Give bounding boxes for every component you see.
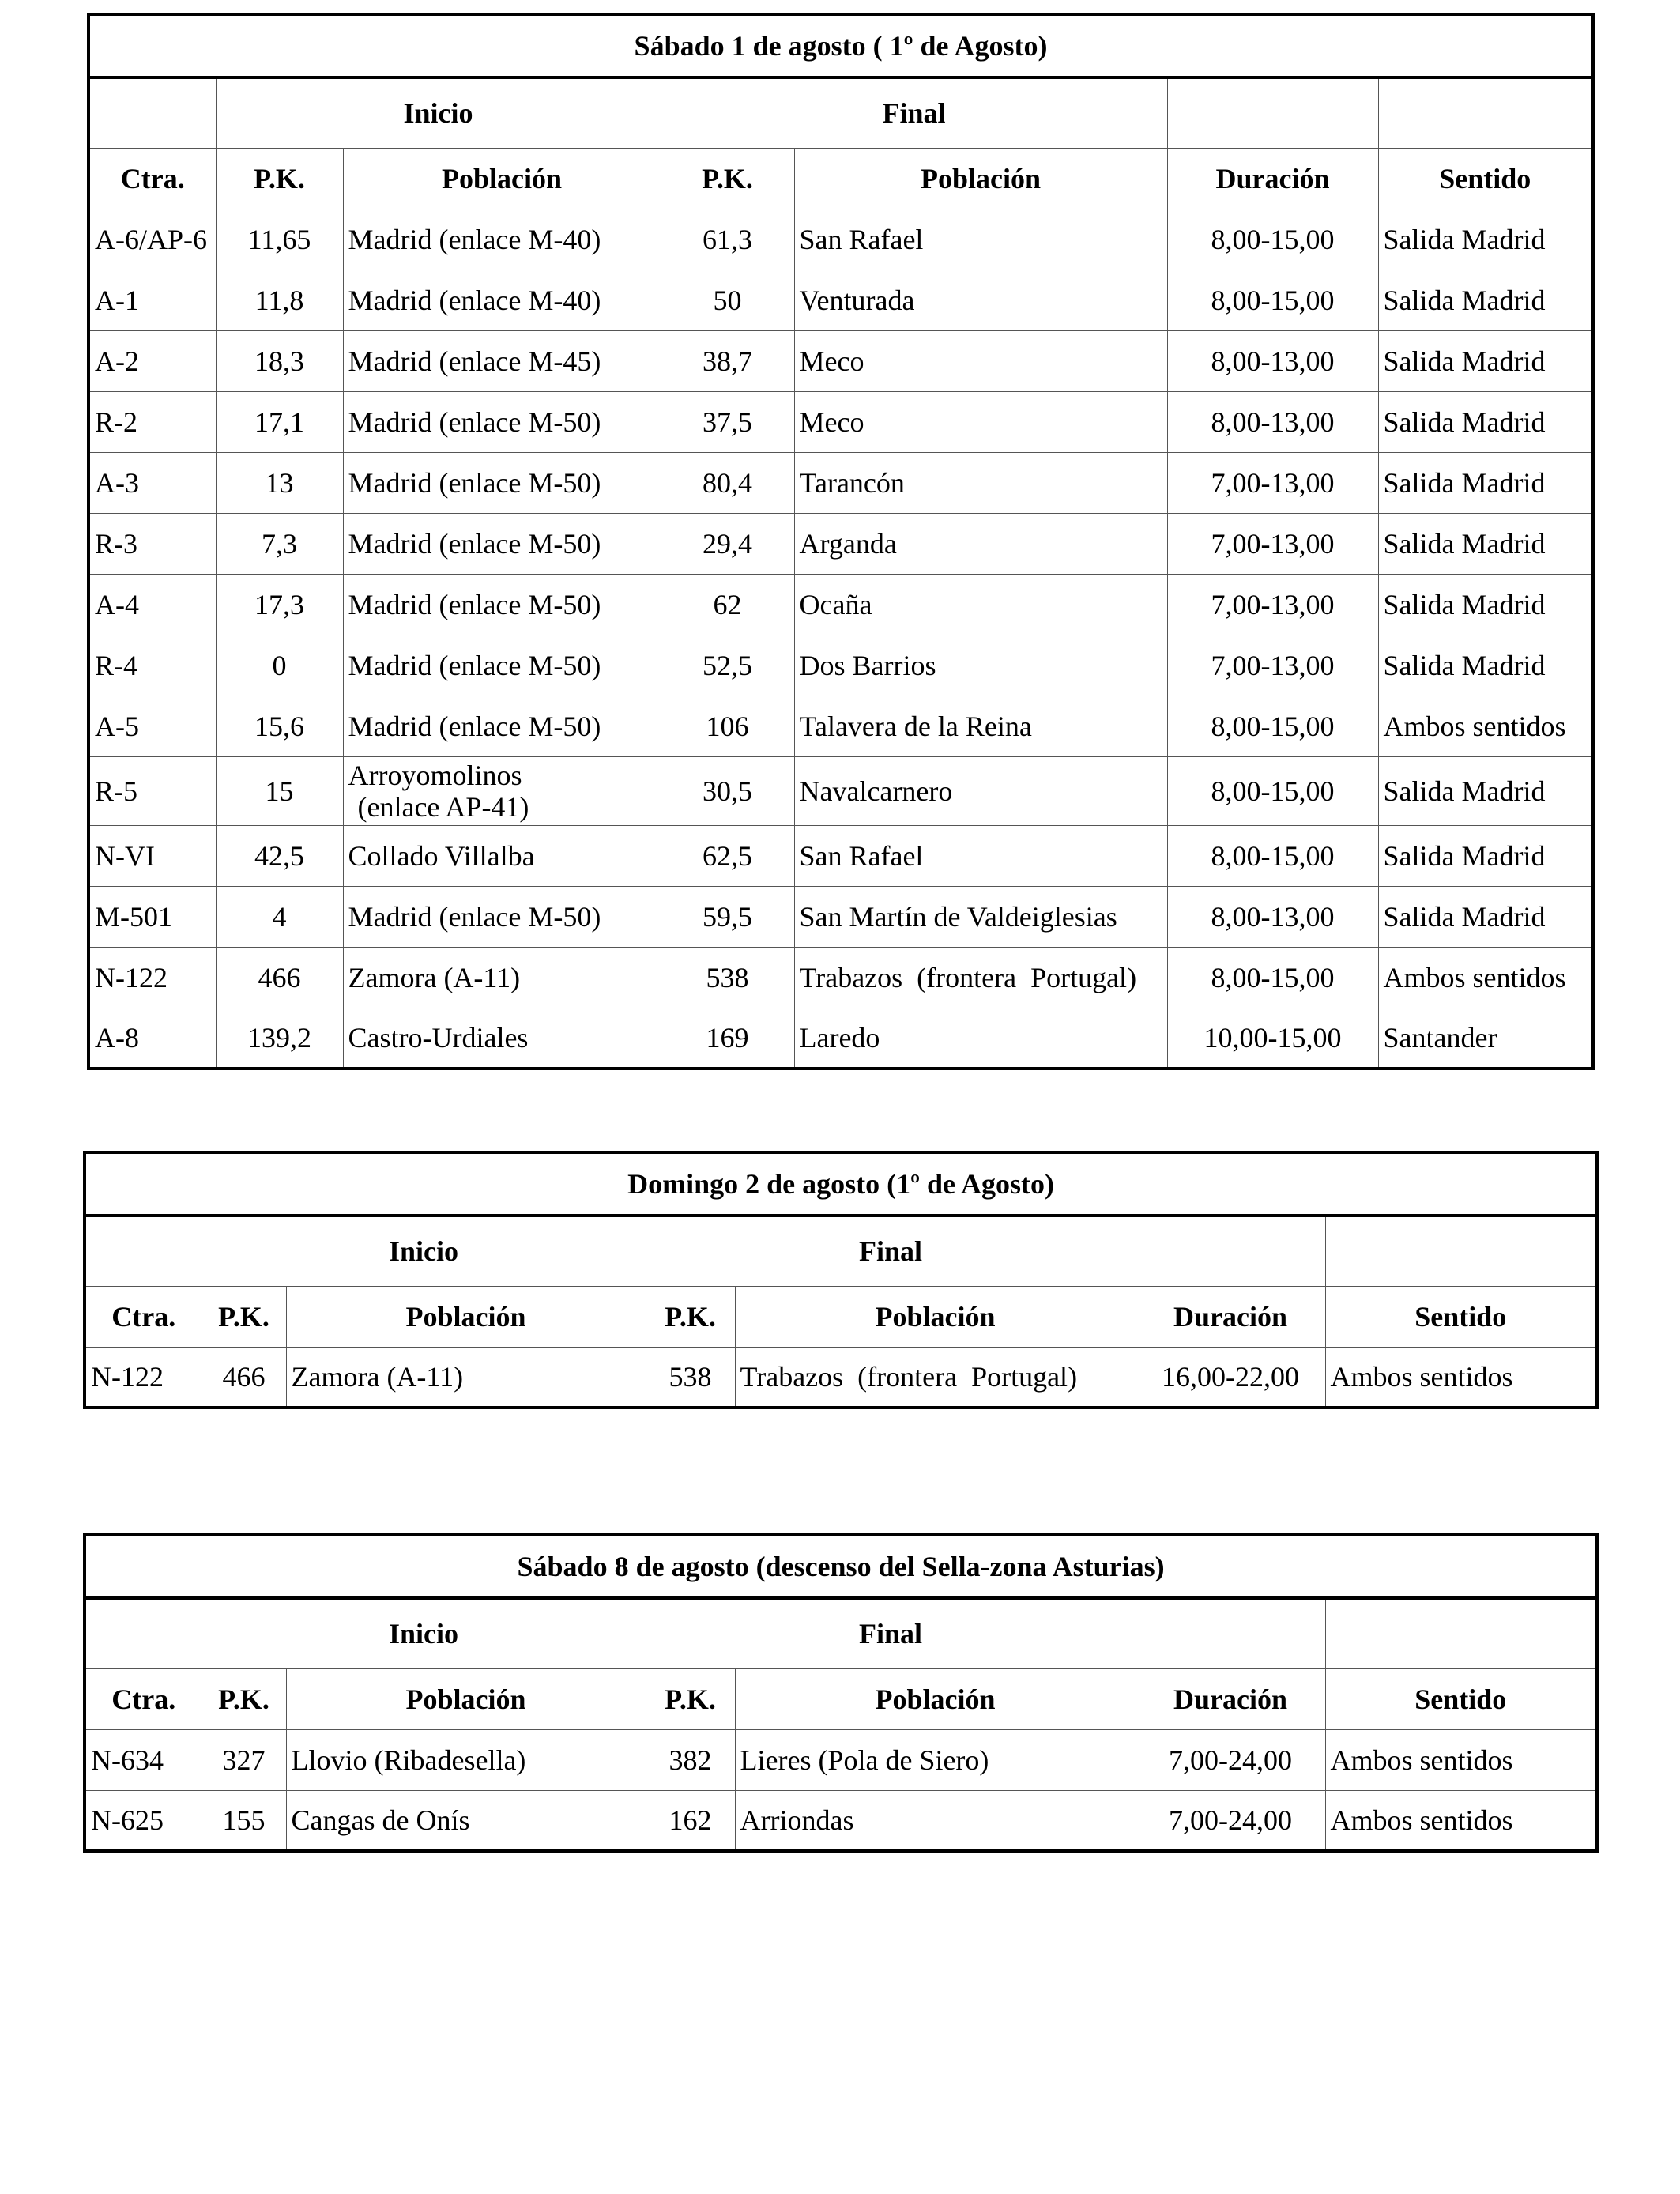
cell-sentido: Salida Madrid (1378, 270, 1593, 330)
cell-ctra: N-634 (85, 1729, 202, 1790)
cell-sentido: Salida Madrid (1378, 756, 1593, 825)
cell-pk-start: 13 (216, 452, 343, 513)
cell-pk-start: 17,3 (216, 574, 343, 635)
column-header-row (85, 1668, 1597, 1729)
table-row (89, 574, 1593, 635)
cell-poblacion-start: Madrid (enlace M-50) (343, 391, 661, 452)
cell-duracion: 7,00-13,00 (1167, 574, 1378, 635)
cell-sentido: Salida Madrid (1378, 513, 1593, 574)
column-header-poblacion-end: Población (735, 1286, 1136, 1347)
group-header-empty (85, 1216, 202, 1286)
table-body (85, 1535, 1597, 1851)
cell-ctra: A-1 (89, 270, 216, 330)
cell-sentido: Ambos sentidos (1325, 1347, 1597, 1408)
cell-pk-start: 17,1 (216, 391, 343, 452)
cell-ctra: A-8 (89, 1008, 216, 1069)
table-row (89, 947, 1593, 1008)
cell-pk-start: 466 (216, 947, 343, 1008)
group-header-end: Final (646, 1216, 1136, 1286)
table-title: Sábado 8 de agosto (descenso del Sella-zona Asturias) (85, 1535, 1597, 1598)
cell-pk-start: 15 (216, 756, 343, 825)
column-header-pk-end: P.K. (661, 148, 794, 209)
cell-poblacion-end: Venturada (794, 270, 1167, 330)
cell-poblacion-end: Laredo (794, 1008, 1167, 1069)
column-header-pk-end: P.K. (646, 1286, 735, 1347)
cell-duracion: 8,00-15,00 (1167, 756, 1378, 825)
group-header-empty (89, 77, 216, 148)
cell-sentido: Ambos sentidos (1378, 947, 1593, 1008)
cell-pk-start: 155 (202, 1790, 286, 1851)
table-title: Sábado 1 de agosto ( 1º de Agosto) (89, 14, 1593, 77)
cell-ctra: N-122 (85, 1347, 202, 1408)
table-row (85, 1729, 1597, 1790)
column-header-sentido: Sentido (1378, 148, 1593, 209)
cell-pk-end: 106 (661, 696, 794, 756)
column-header-sentido: Sentido (1325, 1286, 1597, 1347)
cell-poblacion-start: Madrid (enlace M-50) (343, 574, 661, 635)
table-row (89, 270, 1593, 330)
cell-poblacion-start-line2: (enlace AP-41) (357, 790, 529, 823)
cell-ctra: R-4 (89, 635, 216, 696)
table-title-row (85, 1535, 1597, 1598)
cell-poblacion-end: San Martín de Valdeiglesias (794, 886, 1167, 947)
cell-pk-end: 538 (661, 947, 794, 1008)
cell-duracion: 7,00-13,00 (1167, 513, 1378, 574)
cell-pk-start: 4 (216, 886, 343, 947)
cell-pk-end: 37,5 (661, 391, 794, 452)
column-header-poblacion-end: Población (794, 148, 1167, 209)
cell-sentido: Salida Madrid (1378, 391, 1593, 452)
cell-duracion: 10,00-15,00 (1167, 1008, 1378, 1069)
cell-pk-start: 327 (202, 1729, 286, 1790)
cell-duracion: 7,00-13,00 (1167, 452, 1378, 513)
group-header-empty (1325, 1216, 1597, 1286)
cell-poblacion-start: Collado Villalba (343, 825, 661, 886)
cell-ctra: M-501 (89, 886, 216, 947)
column-header-ctra: Ctra. (85, 1668, 202, 1729)
cell-poblacion-start: Zamora (A-11) (343, 947, 661, 1008)
cell-duracion: 8,00-13,00 (1167, 886, 1378, 947)
cell-ctra: N-VI (89, 825, 216, 886)
cell-pk-start: 18,3 (216, 330, 343, 391)
group-header-row (85, 1216, 1597, 1286)
cell-poblacion-start: Zamora (A-11) (286, 1347, 646, 1408)
cell-pk-end: 61,3 (661, 209, 794, 270)
cell-duracion: 8,00-15,00 (1167, 947, 1378, 1008)
table-title: Domingo 2 de agosto (1º de Agosto) (85, 1152, 1597, 1216)
column-header-pk-start: P.K. (216, 148, 343, 209)
group-header-empty (1136, 1598, 1325, 1668)
table-row (89, 513, 1593, 574)
cell-pk-start: 11,8 (216, 270, 343, 330)
cell-pk-end: 538 (646, 1347, 735, 1408)
column-header-ctra: Ctra. (85, 1286, 202, 1347)
cell-duracion: 8,00-15,00 (1167, 209, 1378, 270)
column-header-poblacion-start: Población (343, 148, 661, 209)
cell-poblacion-start: Cangas de Onís (286, 1790, 646, 1851)
cell-pk-end: 382 (646, 1729, 735, 1790)
cell-poblacion-end: Arriondas (735, 1790, 1136, 1851)
table-row (85, 1347, 1597, 1408)
group-header-empty (1378, 77, 1593, 148)
table-row (89, 756, 1593, 825)
cell-poblacion-start: Madrid (enlace M-50) (343, 696, 661, 756)
cell-poblacion-end: Ocaña (794, 574, 1167, 635)
group-header-end: Final (661, 77, 1167, 148)
cell-pk-start: 7,3 (216, 513, 343, 574)
cell-duracion: 7,00-13,00 (1167, 635, 1378, 696)
cell-ctra: A-6/AP-6 (89, 209, 216, 270)
cell-duracion: 7,00-24,00 (1136, 1790, 1325, 1851)
column-header-poblacion-start: Población (286, 1668, 646, 1729)
cell-sentido: Santander (1378, 1008, 1593, 1069)
cell-ctra: A-2 (89, 330, 216, 391)
cell-ctra: R-5 (89, 756, 216, 825)
cell-pk-end: 30,5 (661, 756, 794, 825)
cell-sentido: Salida Madrid (1378, 452, 1593, 513)
cell-pk-end: 50 (661, 270, 794, 330)
cell-poblacion-end: San Rafael (794, 825, 1167, 886)
cell-sentido: Ambos sentidos (1325, 1790, 1597, 1851)
cell-poblacion-end: San Rafael (794, 209, 1167, 270)
cell-duracion: 7,00-24,00 (1136, 1729, 1325, 1790)
cell-pk-start: 15,6 (216, 696, 343, 756)
cell-pk-end: 80,4 (661, 452, 794, 513)
cell-poblacion-start: Madrid (enlace M-40) (343, 270, 661, 330)
cell-poblacion-end: Dos Barrios (794, 635, 1167, 696)
cell-sentido: Salida Madrid (1378, 209, 1593, 270)
column-header-pk-start: P.K. (202, 1286, 286, 1347)
cell-ctra: A-5 (89, 696, 216, 756)
cell-poblacion-end: Navalcarnero (794, 756, 1167, 825)
cell-duracion: 8,00-13,00 (1167, 330, 1378, 391)
cell-pk-end: 59,5 (661, 886, 794, 947)
cell-ctra: N-625 (85, 1790, 202, 1851)
column-header-duracion: Duración (1167, 148, 1378, 209)
table-body (89, 14, 1593, 1069)
cell-sentido: Salida Madrid (1378, 886, 1593, 947)
cell-sentido: Salida Madrid (1378, 635, 1593, 696)
cell-pk-start: 139,2 (216, 1008, 343, 1069)
cell-pk-end: 162 (646, 1790, 735, 1851)
cell-pk-end: 62 (661, 574, 794, 635)
cell-poblacion-end: Tarancón (794, 452, 1167, 513)
cell-poblacion-start: Madrid (enlace M-40) (343, 209, 661, 270)
cell-pk-start: 11,65 (216, 209, 343, 270)
cell-duracion: 8,00-15,00 (1167, 270, 1378, 330)
cell-duracion: 8,00-15,00 (1167, 825, 1378, 886)
cell-poblacion-start: Llovio (Ribadesella) (286, 1729, 646, 1790)
cell-sentido: Ambos sentidos (1325, 1729, 1597, 1790)
cell-sentido: Ambos sentidos (1378, 696, 1593, 756)
cell-poblacion-end: Trabazos (frontera Portugal) (794, 947, 1167, 1008)
cell-poblacion-end: Arganda (794, 513, 1167, 574)
cell-ctra: R-3 (89, 513, 216, 574)
cell-pk-end: 169 (661, 1008, 794, 1069)
cell-poblacion-end: Talavera de la Reina (794, 696, 1167, 756)
table-row (89, 452, 1593, 513)
column-header-pk-end: P.K. (646, 1668, 735, 1729)
schedule-table-saturday-8 (83, 1533, 1599, 1853)
group-header-empty (85, 1598, 202, 1668)
group-header-empty (1136, 1216, 1325, 1286)
cell-duracion: 8,00-13,00 (1167, 391, 1378, 452)
cell-poblacion-start: Madrid (enlace M-50) (343, 635, 661, 696)
cell-pk-end: 62,5 (661, 825, 794, 886)
cell-poblacion-end: Lieres (Pola de Siero) (735, 1729, 1136, 1790)
table-row (89, 886, 1593, 947)
cell-ctra: R-2 (89, 391, 216, 452)
column-header-duracion: Duración (1136, 1668, 1325, 1729)
group-header-start: Inicio (216, 77, 661, 148)
schedule-table-saturday-1 (87, 13, 1595, 1070)
column-header-row (89, 148, 1593, 209)
table-row (89, 391, 1593, 452)
column-header-row (85, 1286, 1597, 1347)
column-header-sentido: Sentido (1325, 1668, 1597, 1729)
cell-poblacion-start (343, 756, 661, 825)
table-row (85, 1790, 1597, 1851)
table-title-row (85, 1152, 1597, 1216)
group-header-row (89, 77, 1593, 148)
cell-ctra: A-3 (89, 452, 216, 513)
group-header-empty (1167, 77, 1378, 148)
column-header-duracion: Duración (1136, 1286, 1325, 1347)
table-row (89, 209, 1593, 270)
table-row (89, 1008, 1593, 1069)
column-header-poblacion-start: Población (286, 1286, 646, 1347)
cell-poblacion-start: Madrid (enlace M-45) (343, 330, 661, 391)
table-body (85, 1152, 1597, 1408)
table-row (89, 696, 1593, 756)
table-row (89, 330, 1593, 391)
cell-ctra: A-4 (89, 574, 216, 635)
cell-pk-end: 52,5 (661, 635, 794, 696)
column-header-poblacion-end: Población (735, 1668, 1136, 1729)
cell-poblacion-start: Madrid (enlace M-50) (343, 886, 661, 947)
cell-pk-end: 29,4 (661, 513, 794, 574)
cell-poblacion-start: Madrid (enlace M-50) (343, 452, 661, 513)
cell-pk-start: 466 (202, 1347, 286, 1408)
cell-ctra: N-122 (89, 947, 216, 1008)
cell-pk-start: 0 (216, 635, 343, 696)
cell-poblacion-start: Castro-Urdiales (343, 1008, 661, 1069)
cell-duracion: 16,00-22,00 (1136, 1347, 1325, 1408)
table-row (89, 825, 1593, 886)
cell-poblacion-start: Madrid (enlace M-50) (343, 513, 661, 574)
cell-sentido: Salida Madrid (1378, 574, 1593, 635)
cell-sentido: Salida Madrid (1378, 825, 1593, 886)
cell-poblacion-start-line1: Arroyomolinos (348, 759, 522, 791)
group-header-start: Inicio (202, 1598, 646, 1668)
table-row (89, 635, 1593, 696)
cell-pk-end: 38,7 (661, 330, 794, 391)
cell-duracion: 8,00-15,00 (1167, 696, 1378, 756)
schedule-table-sunday-2 (83, 1151, 1599, 1409)
cell-poblacion-end: Meco (794, 330, 1167, 391)
group-header-end: Final (646, 1598, 1136, 1668)
group-header-empty (1325, 1598, 1597, 1668)
group-header-row (85, 1598, 1597, 1668)
cell-sentido: Salida Madrid (1378, 330, 1593, 391)
group-header-start: Inicio (202, 1216, 646, 1286)
cell-poblacion-end: Meco (794, 391, 1167, 452)
cell-pk-start: 42,5 (216, 825, 343, 886)
table-title-row (89, 14, 1593, 77)
column-header-pk-start: P.K. (202, 1668, 286, 1729)
cell-poblacion-end: Trabazos (frontera Portugal) (735, 1347, 1136, 1408)
column-header-ctra: Ctra. (89, 148, 216, 209)
